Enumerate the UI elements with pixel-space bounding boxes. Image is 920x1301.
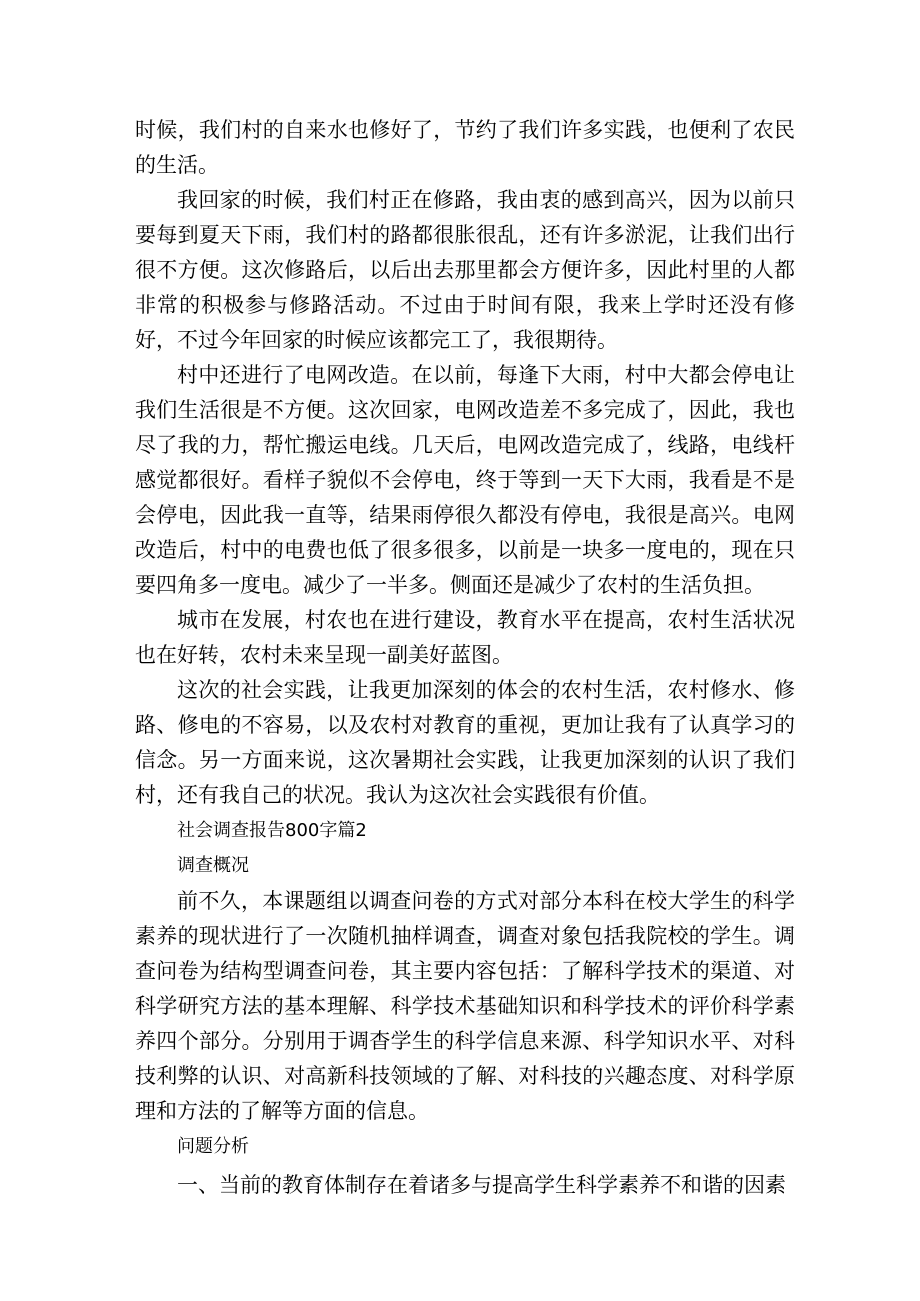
point-one-heading: 一、当前的教育体制存在着诸多与提高学生科学素养不和谐的因素 xyxy=(177,1173,786,1197)
document-body xyxy=(135,113,795,1205)
section-title: 社会调查报告800字篇2 xyxy=(177,820,367,841)
survey-heading: 调查概况 xyxy=(177,855,249,876)
paragraph-road-repair: 我回家的时候，我们村正在修路，我由衷的感到高兴，因为以前只要每到夏天下雨，我们村的路都很胀很乱，还有许多淤泥，让我们出行很不方便。这次修路后，以后出去那里都会方便许多，因此村里的人都非常的积极参与修路活动。不过由于时间有限，我来上学时还没有修好，不过今年回家的时候应该都完工了，我很期待。 xyxy=(135,188,795,352)
paragraph-conclusion: 这次的社会实践，让我更加深刻的体会的农村生活，农村修水、修路、修电的不容易，以及农村对教育的重视，更加让我有了认真学习的信念。另一方面来说，这次暑期社会实践，让我更加深刻的认识了我们村，还有我自己的状况。我认为这次社会实践很有价值。 xyxy=(135,678,795,807)
survey-paragraph: 前不久，本课题组以调查问卷的方式对部分本科在校大学生的科学素养的现状进行了一次随机抽样调查，调查对象包括我院校的学生。调查问卷为结构型调查问卷，其主要内容包括：了解科学技术的渠道、对科学研究方法的基本理解、科学技术基础知识和科学技术的评价科学素养四个部分。分别用于调杳学生的科学信息来源、科学知识水平、对科技利弊的认识、对高新科技领域的了解、对科技的兴趣态度、对科学原理和方法的了解等方面的信息。 xyxy=(135,889,795,1123)
paragraph-water-supply: 时候，我们村的自来水也修好了，节约了我们许多实践，也便利了农民的生活。 xyxy=(135,118,795,177)
analysis-heading: 问题分析 xyxy=(177,1136,249,1157)
paragraph-village-development: 城市在发展，村农也在进行建设，教育水平在提高，农村生活状况也在好转，农村未来呈现一副美好蓝图。 xyxy=(135,608,795,667)
paragraph-power-grid: 村中还进行了电网改造。在以前，每逢下大雨，村中大都会停电让我们生活很是不方便。这次回家，电网改造差不多完成了，因此，我也尽了我的力，帮忙搬运电线。几天后，电网改造完成了，线路，电线杆感觉都很好。看样子貌似不会停电，终于等到一天下大雨，我看是不是会停电，因此我一直等，结果雨停很久都没有停电，我很是高兴。电网改造后，村中的电费也低了很多很多，以前是一块多一度电的，现在只要四角多一度电。减少了一半多。侧面还是减少了农村的生活负担。 xyxy=(135,363,795,597)
